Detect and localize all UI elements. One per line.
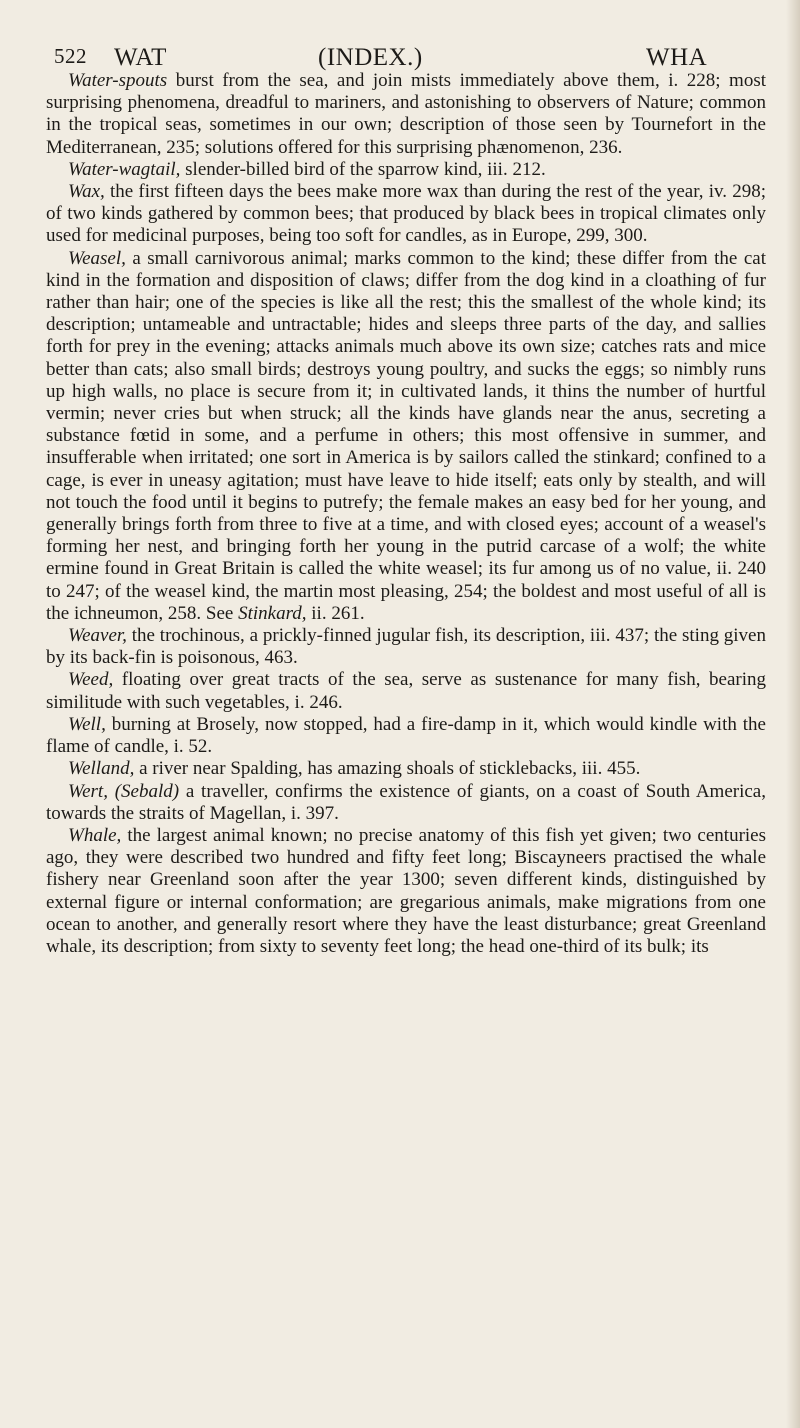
entry-text: the trochinous, a prickly-finned jugular fish, its description, iii. 437; the sting given by its back-fin is poisonous, 463. — [46, 625, 766, 669]
index-body — [46, 70, 766, 958]
index-entry-whale — [46, 825, 766, 958]
entry-text: floating over great tracts of the sea, serve as sustenance for many fish, bearing similitude with such vegetables, i. 246. — [46, 669, 766, 713]
entry-headword: Welland, — [68, 758, 135, 780]
index-entry-water-wagtail — [46, 159, 766, 181]
entry-headword: Well, — [68, 713, 106, 735]
entry-text: a river near Spalding, has amazing shoals of sticklebacks, iii. 455. — [134, 758, 641, 780]
entry-text: slender-billed bird of the sparrow kind, iii. 212. — [180, 158, 546, 180]
page-number: 522 — [54, 44, 87, 68]
entry-headword: Wax, — [68, 181, 105, 203]
index-entry-wax — [46, 181, 766, 248]
entry-headword: Whale, — [68, 824, 122, 846]
index-entry-weasel — [46, 248, 766, 625]
running-head-right: WHA — [646, 44, 708, 71]
index-entry-well — [46, 714, 766, 758]
entry-text: the first fifteen days the bees make more wax than during the rest of the year, iv. 298; of two kinds gathered by common bees; that produced by black bees in tropical climates only used for medicinal purposes, being too soft for candles, as in Europe, 299, 300. — [46, 181, 766, 247]
entry-text-tail: ii. 261. — [306, 602, 365, 624]
index-entry-welland — [46, 758, 766, 780]
running-header — [46, 26, 766, 70]
page-edge-shadow — [786, 0, 800, 1428]
running-head-center: (INDEX.) — [318, 44, 423, 71]
index-entry-weaver — [46, 625, 766, 669]
index-entry-weed — [46, 669, 766, 713]
entry-headword: Wert, (Sebald) — [68, 780, 180, 802]
entry-headword: Weed, — [68, 669, 114, 691]
cross-reference: Stinkard, — [238, 602, 307, 624]
entry-text: burst from the sea, and join mists immediately above them, i. 228; most surprising phenomena, dreadful to mariners, and astonishing to observers of Nature; common in the tropical seas, sometimes in our own; description of those seen by Tournefort in the Mediterranean, 235; solutions offered for this surprising phænomenon, 236. — [46, 70, 766, 158]
entry-headword: Water-spouts — [68, 70, 168, 91]
index-entry-wert — [46, 781, 766, 825]
entry-headword: Weaver, — [68, 625, 127, 647]
entry-text: the largest animal known; no precise anatomy of this fish yet given; two centuries ago, they were described two hundred and fifty feet long; Biscayneers practised the whale fishery near Greenland soon after the year 1300; seven different kinds, distinguished by external figure or internal conformation; are gregarious animals, make migrations from one ocean to another, and generally resort where they have the least disturbance; great Greenland whale, its description; from sixty to seventy feet long; the head one-third of its bulk; its — [46, 824, 766, 957]
entry-headword: Weasel, — [68, 247, 126, 269]
entry-text: burning at Brosely, now stopped, had a fire-damp in it, which would kindle with the flame of candle, i. 52. — [46, 713, 766, 758]
entry-headword: Water-wagtail, — [68, 158, 181, 180]
running-head-left: WAT — [114, 44, 167, 71]
entry-text: a traveller, confirms the existence of giants, on a coast of South America, towards the straits of Magellan, i. 397. — [46, 780, 766, 824]
index-entry-water-spouts — [46, 70, 766, 159]
entry-text: a small carnivorous animal; marks common to the kind; these differ from the cat kind in the formation and disposition of claws; differ from the dog kind in a cloathing of fur rather than hair; one of the species is like all the rest; this the smallest of the whole kind; its description; untameable and untractable; hides and sleeps three parts of the day, and sallies forth for prey in the evening; attacks animals much above its own size; catches rats and mice better than cats; also small birds; destroys young poultry, and sucks the eggs; so nimbly runs up high walls, no place is secure from it; in cultivated lands, it thins the number of hurtful vermin; never cries but when struck; all the kinds have glands near the anus, secreting a substance fœtid in some, and a perfume in others; this most offensive in summer, and insufferable when irritated; one sort in America is by sailors called the stinkard; confined to a cage, is ever in uneasy agitation; must have leave to hide itself; eats only by stealth, and will not touch the food until it begins to putrefy; the female makes an easy bed for her young, and generally brings forth from three to five at a time, and with closed eyes; account of a weasel's forming her nest, and bringing forth her young in the putrid carcase of a wolf; the white ermine found in Great Britain is called the white weasel; its fur among us of no value, ii. 240 to 247; of the weasel kind, the martin most pleasing, 254; the boldest and most useful of all is the ichneumon, 258. See — [46, 247, 766, 624]
